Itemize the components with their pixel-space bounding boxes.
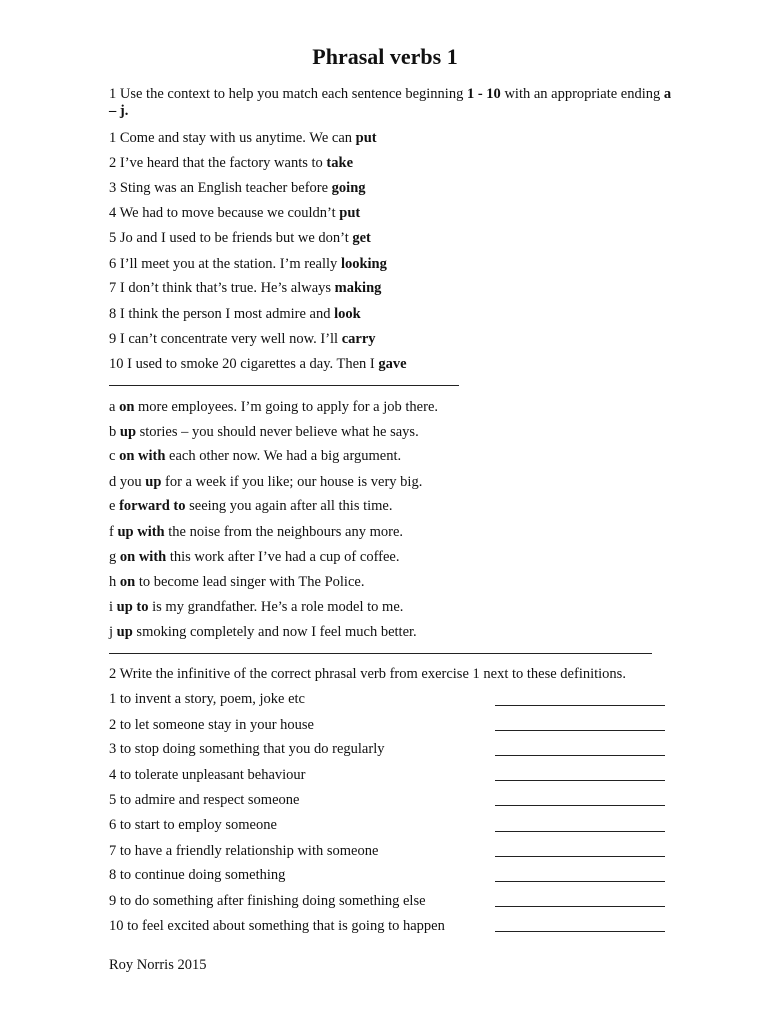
answer-blank[interactable] [495, 856, 665, 857]
instruction-text-before: Use the context to help you match each sentence beginning [119, 86, 464, 102]
answer-blank[interactable] [495, 705, 665, 706]
sentence-ending: i up to is my grandfather. He’s a role model to me. [109, 599, 404, 615]
instruction-range: 1 - 10 [466, 86, 501, 102]
sentence-beginning: 6 I’ll meet you at the station. I’m really looking [109, 256, 387, 272]
sentence-beginning: 1 Come and stay with us anytime. We can put [109, 130, 377, 146]
sentence-ending: h on to become lead singer with The Police. [109, 574, 365, 590]
answer-blank[interactable] [495, 881, 665, 882]
definition-item: 4 to tolerate unpleasant behaviour [109, 767, 306, 783]
answer-blank[interactable] [495, 805, 665, 806]
definition-item: 2 to let someone stay in your house [109, 717, 314, 733]
sentence-beginning: 7 I don’t think that’s true. He’s always making [109, 280, 382, 296]
definition-item: 8 to continue doing something [109, 867, 286, 883]
instruction-endings: a – j. [109, 86, 672, 119]
footer-credit: Roy Norris 2015 [109, 957, 207, 973]
definition-item: 5 to admire and respect someone [109, 792, 300, 808]
page-title: Phrasal verbs 1 [312, 44, 458, 69]
answer-blank[interactable] [495, 730, 665, 731]
instruction-text-middle: with an appropriate ending [504, 86, 661, 102]
exercise1-instruction [109, 86, 679, 120]
sentence-ending: j up smoking completely and now I feel much better. [109, 624, 417, 640]
sentence-ending: g on with this work after I’ve had a cup of coffee. [109, 549, 400, 565]
definition-item: 7 to have a friendly relationship with someone [109, 843, 379, 859]
sentence-ending: e forward to seeing you again after all this time. [109, 498, 393, 514]
answer-blank[interactable] [495, 831, 665, 832]
sentence-beginning: 3 Sting was an English teacher before going [109, 180, 366, 196]
definition-item: 3 to stop doing something that you do regularly [109, 741, 385, 757]
sentence-beginning: 9 I can’t concentrate very well now. I’ll carry [109, 331, 376, 347]
sentence-ending: f up with the noise from the neighbours any more. [109, 524, 404, 540]
answer-blank[interactable] [495, 780, 665, 781]
sentence-beginning: 10 I used to smoke 20 cigarettes a day. Then I gave [109, 356, 407, 372]
sentence-ending: d you up for a week if you like; our house is very big. [109, 474, 423, 490]
sentence-beginning: 5 Jo and I used to be friends but we don’t get [109, 230, 371, 246]
sentence-beginning: 2 I’ve heard that the factory wants to take [109, 155, 354, 171]
sentence-beginning: 8 I think the person I most admire and look [109, 306, 361, 322]
section-divider [109, 385, 459, 386]
sentence-ending: a on more employees. I’m going to apply for a job there. [109, 399, 438, 415]
definition-item: 6 to start to employ someone [109, 817, 277, 833]
answer-blank[interactable] [495, 755, 665, 756]
section-divider [109, 653, 652, 654]
exercise2-instruction: 2 Write the infinitive of the correct phrasal verb from exercise 1 next to these definitions. [109, 666, 626, 682]
definition-item: 9 to do something after finishing doing something else [109, 893, 426, 909]
answer-blank[interactable] [495, 906, 665, 907]
sentence-beginning: 4 We had to move because we couldn’t put [109, 205, 361, 221]
sentence-ending: b up stories – you should never believe what he says. [109, 424, 419, 440]
answer-blank[interactable] [495, 931, 665, 932]
definition-item: 1 to invent a story, poem, joke etc [109, 691, 305, 707]
sentence-ending: c on with each other now. We had a big argument. [109, 448, 402, 464]
exercise1-number: 1 [109, 86, 117, 102]
definition-item: 10 to feel excited about something that is going to happen [109, 918, 445, 934]
